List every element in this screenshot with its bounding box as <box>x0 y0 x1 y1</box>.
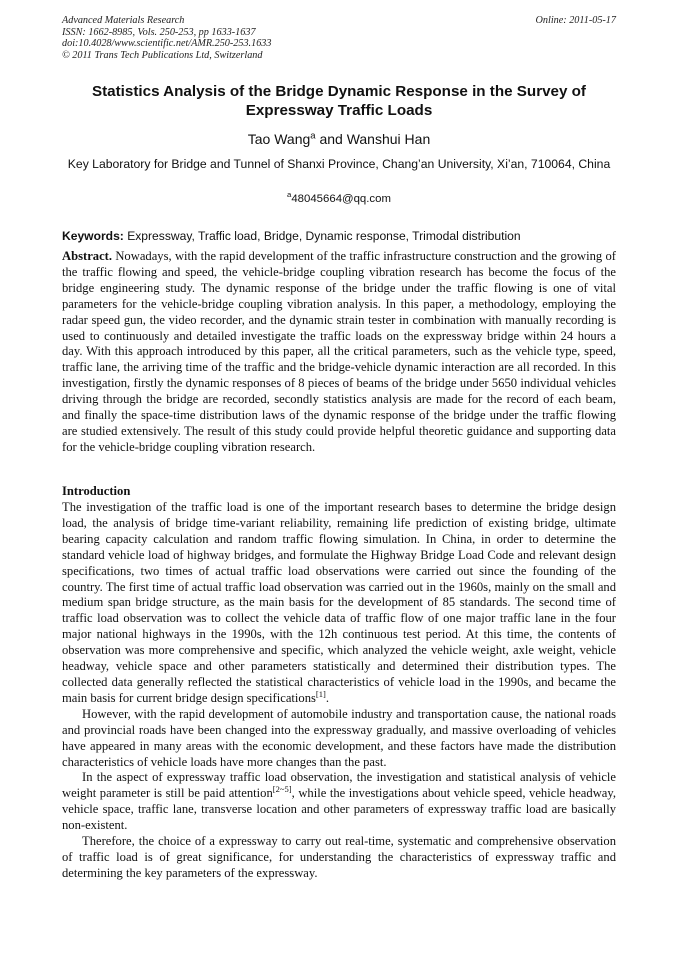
keywords <box>62 229 616 244</box>
intro-paragraph-1-end: . <box>325 690 330 705</box>
citation-2-5: [2~5] <box>272 784 292 795</box>
keywords-label: Keywords: <box>62 229 124 243</box>
intro-paragraph-4: Therefore, the choice of a expressway to carry out real-time, systematic and comprehensive observation of traffic load is of great significance, for understanding the characteristics of expressway traffic and determining the key parameters of the expressway. <box>62 834 616 880</box>
journal-doi: doi:10.4028/www.scientific.net/AMR.250-253.1633 <box>62 38 272 49</box>
keywords-text: Expressway, Traffic load, Bridge, Dynamic response, Trimodal distribution <box>123 229 521 243</box>
journal-name: Advanced Materials Research <box>62 15 185 26</box>
abstract <box>62 249 616 456</box>
introduction-body <box>62 500 616 882</box>
email-address: 48045664@qq.com <box>291 193 391 205</box>
author-1-superscript: a <box>310 130 316 142</box>
author-line <box>62 130 616 148</box>
author-separator: and <box>315 131 347 147</box>
journal-issn: ISSN: 1662-8985, Vols. 250-253, pp 1633-1637 <box>62 26 256 38</box>
intro-paragraph-3 <box>62 770 616 834</box>
author-2: Wanshui Han <box>346 131 431 147</box>
author-email <box>62 192 616 207</box>
affiliation: Key Laboratory for Bridge and Tunnel of Shanxi Province, Chang’an University, Xi’an, 710064, China <box>67 157 611 171</box>
journal-copyright: © 2011 Trans Tech Publications Ltd, Switzerland <box>62 49 263 61</box>
email-superscript: a <box>287 190 292 200</box>
author-1: Tao Wang <box>247 131 311 147</box>
abstract-text: Nowadays, with the rapid development of the traffic infrastructure construction and the growing of the traffic flowing and speed, the vehicle-bridge coupling vibration research has become the focus of the bridge engineering study. The dynamic response of the bridge under the traffic flowing is one of vital parameters for the vehicle-bridge coupling vibration analysis. In this paper, a methodology, employing the radar speed gun, the video recorder, and the dynamic strain tester in combination with manually recording is used to continuously and detailed investigate the traffic loads on the expressway bridge within 24 hours a day. With this approach introduced by this paper, all the critical parameters, such as the vehicle type, speed, traffic lane, the arriving time of the traffic and the bridge-vehicle dynamic interaction are all recorded. In this investigation, firstly the dynamic responses of 8 pieces of beams of the bridge under 5650 individual vehicles driving through the bridge are recorded, secondly statistics analysis are made for the record of each beam, and finally the space-time distribution laws of the dynamic response of the bridge under the traffic flowing are studied extensively. The result of this study could provide helpful theoretic guidance and supporting data for the vehicle-bridge coupling vibration research. <box>62 249 616 454</box>
intro-paragraph-3-text-a: In the aspect of expressway traffic load observation, the investigation and statistical analysis of vehicle weight parameter is still be paid attention <box>62 770 616 801</box>
introduction-heading: Introduction <box>62 484 131 498</box>
online-date: Online: 2011-05-17 <box>535 15 616 26</box>
citation-1: [1] <box>315 688 326 699</box>
intro-paragraph-3-text-b: , while the investigations about vehicle speed, vehicle headway, vehicle space, traffic lane, transverse location and other parameters of expressway traffic load are basically non-existent. <box>62 786 616 833</box>
intro-paragraph-1 <box>62 500 616 707</box>
journal-header <box>62 15 616 61</box>
abstract-label: Abstract. <box>62 249 113 263</box>
intro-paragraph-2: However, with the rapid development of automobile industry and transportation cause, the national roads and provincial roads have been changed into the expressway gradually, and massive overloading of vehicles have appeared in many areas with the economic development, and these factors have made the distribution characteristics of vehicle loads have more changes than the past. <box>62 706 616 769</box>
intro-paragraph-1-text: The investigation of the traffic load is one of the important research bases to determine the bridge design load, the analysis of bridge time-variant reliability, remaining life prediction of existing bridge, ultimate bearing capacity calculation and random traffic flowing simulation. In China, in order to determine the standard vehicle load of highway bridges, and formulate the Highway Bridge Load Code and relevant design specifications, two times of actual traffic load observations were carried out since the founding of the country. The first time of actual traffic load observation was carried out in the 1960s, mainly on the small and medium span bridge structure, as the main basis for the development of 85 standards. The second time of traffic load observation was to collect the vehicle data of traffic flow of one major traffic lane in the four major national highways in the 1990s, with the 12h continuous test period. At this time, the contents of observation was more comprehensive and specific, which analyzed the vehicle weight, axle weight, vehicle headway, vehicle space and other parameters statistically and determined their distribution types. The collected data generally reflected the statistical characteristics of vehicle load in the 1990s, and became the main basis for current bridge design specifications <box>62 500 616 705</box>
paper-title: Statistics Analysis of the Bridge Dynamic Response in the Survey of Expressway Traffic Loads <box>91 83 586 119</box>
